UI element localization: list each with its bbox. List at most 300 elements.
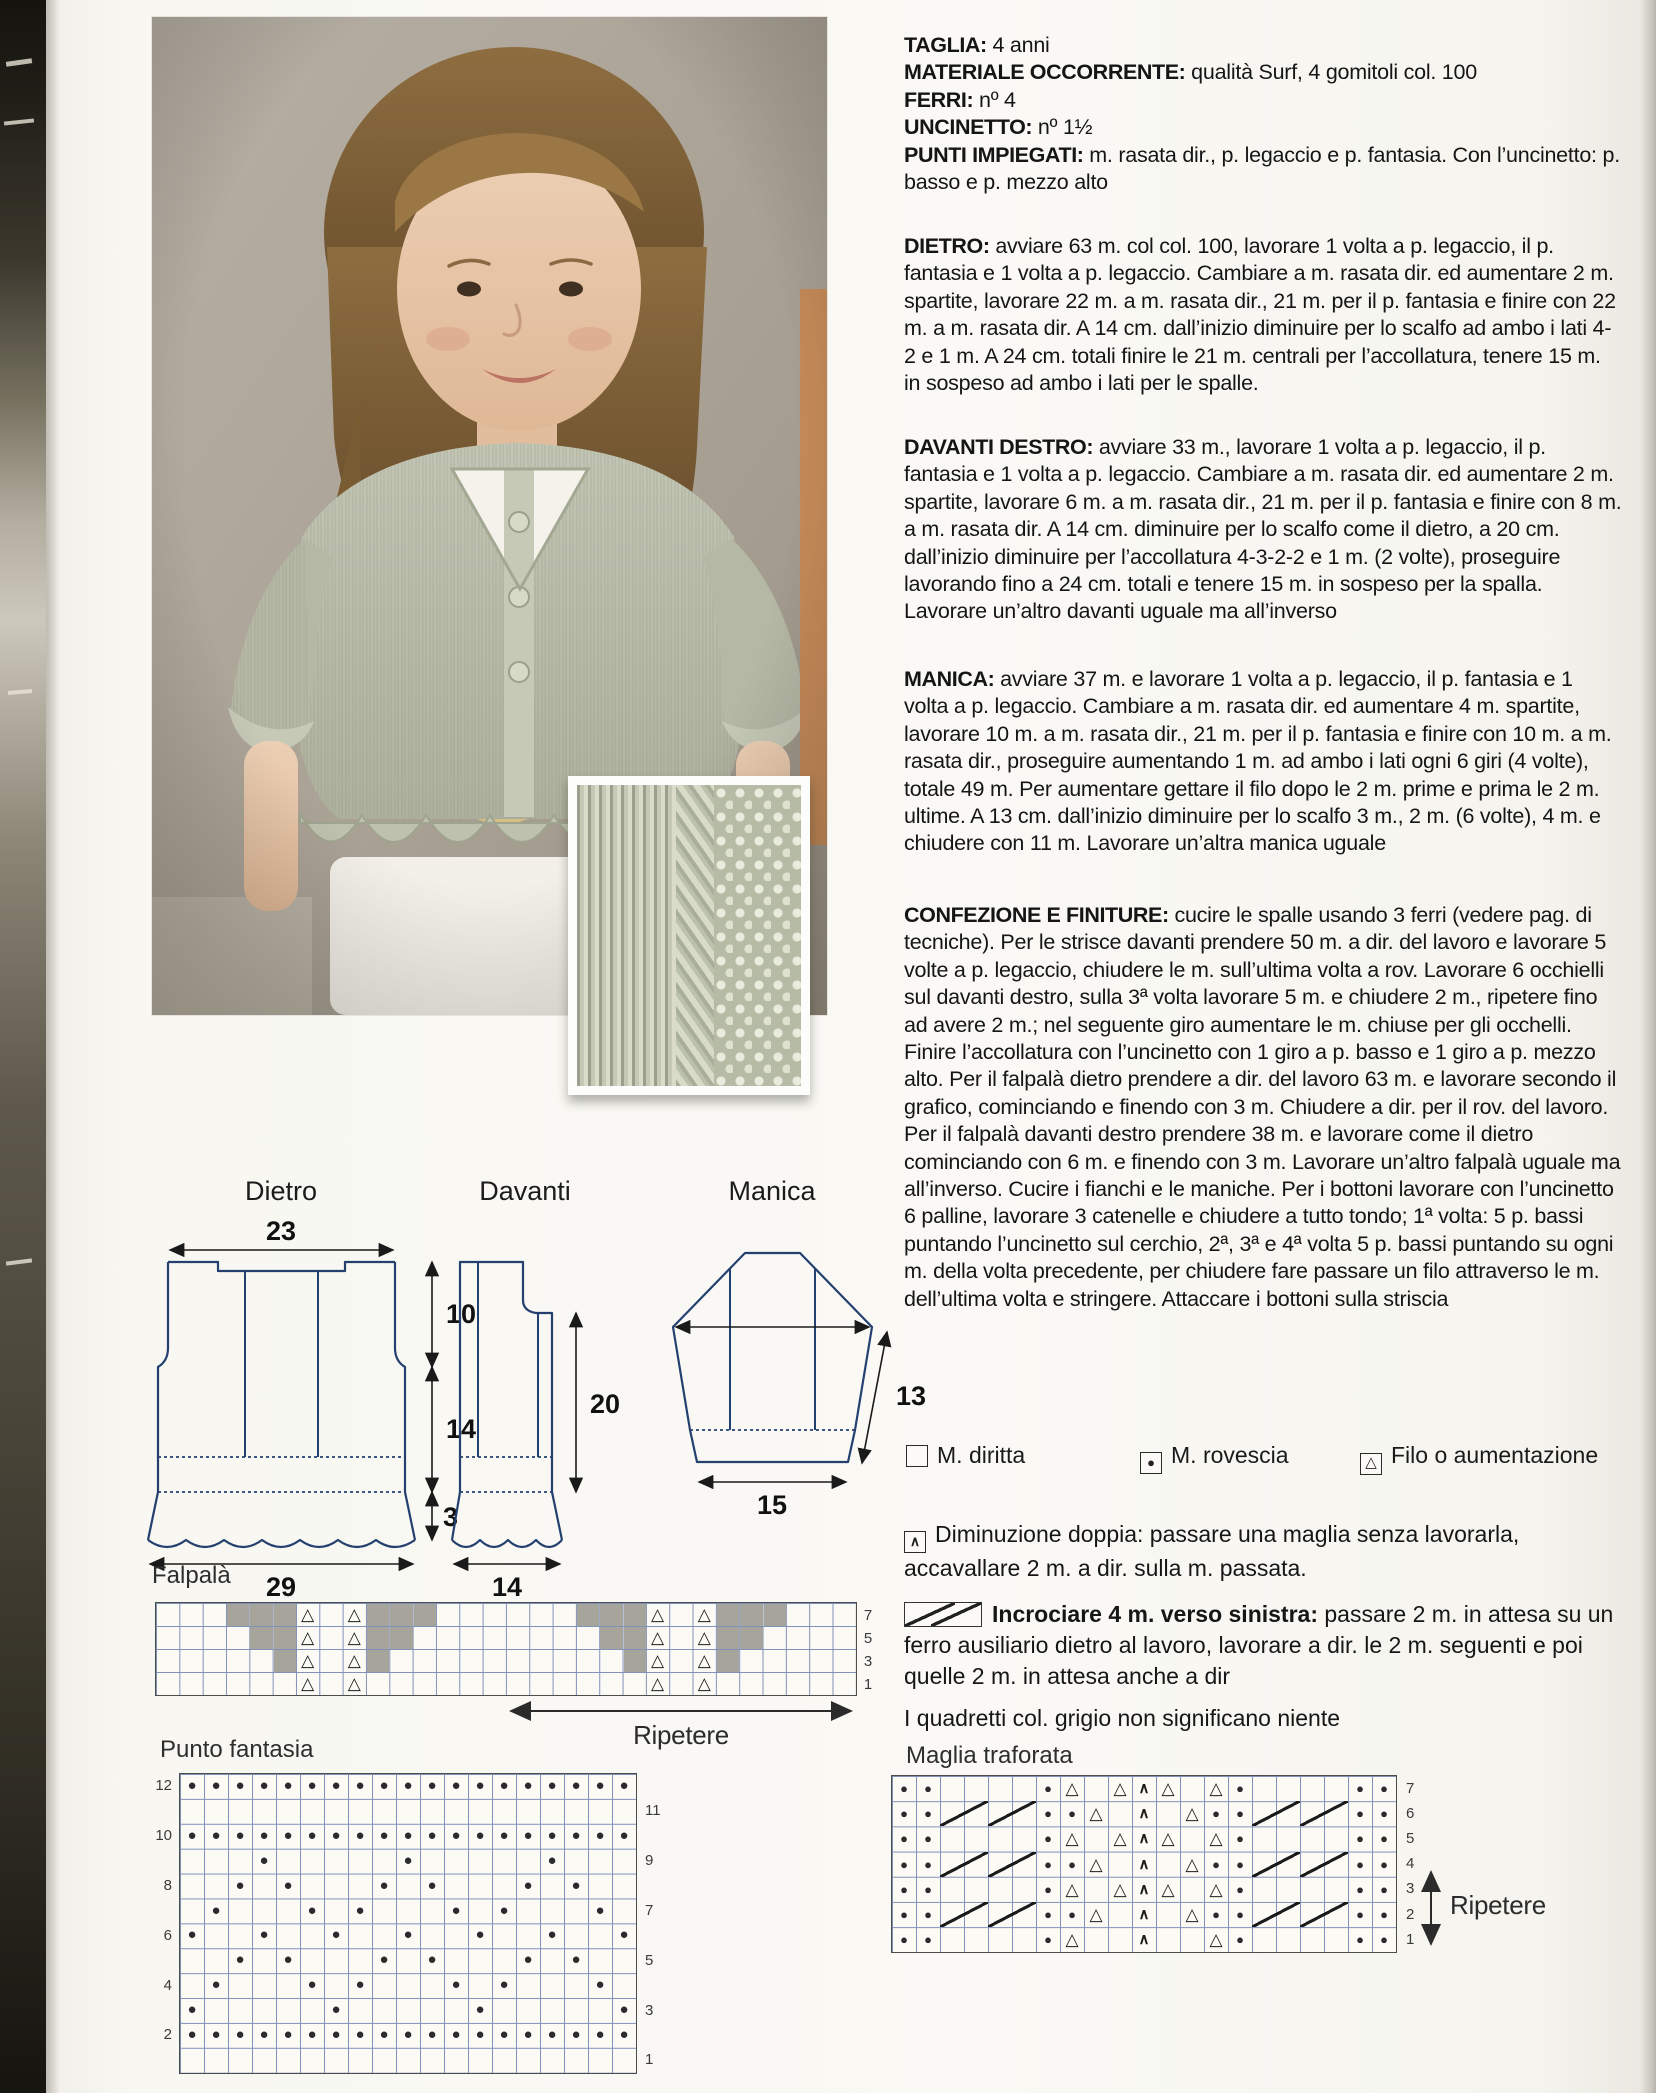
double-decrease-symbol: ∧ [1138, 1880, 1150, 1898]
yarnover-triangle-symbol: △ [301, 1674, 315, 1693]
purl-dot-symbol: ● [547, 2026, 557, 2043]
legend-knit [906, 1442, 1025, 1469]
purl-dot-symbol: ● [1356, 1831, 1364, 1847]
purl-dot-symbol: ● [619, 1826, 629, 1844]
purl-dot-symbol: ● [499, 2026, 509, 2043]
yarnover-triangle-symbol: △ [651, 1674, 665, 1693]
yarnover-triangle-symbol: △ [301, 1605, 315, 1624]
row-number: 5 [863, 1629, 873, 1647]
purl-dot-symbol: ● [1236, 1856, 1244, 1872]
yarnover-triangle-symbol: △ [651, 1628, 665, 1647]
purl-dot-symbol: ● [499, 1901, 509, 1919]
purl-dot-symbol: ● [235, 1876, 245, 1894]
purl-dot-symbol: ● [900, 1806, 908, 1822]
cross-diagonal-symbol [988, 1801, 1036, 1826]
purl-dot-symbol: ● [1356, 1856, 1364, 1872]
purl-dot-symbol: ● [403, 1826, 413, 1844]
purl-dot-symbol: ● [187, 1777, 197, 1794]
page-scan-right-edge [1640, 0, 1656, 2093]
purl-dot-symbol: ● [211, 1976, 221, 1994]
purl-dot-symbol: ● [235, 2026, 245, 2043]
purl-dot-symbol: ● [307, 1826, 317, 1844]
purl-dot-symbol: ● [900, 1856, 908, 1872]
field-value: m. rasata dir., p. legaccio e p. fantasia. Con l’uncinetto: p. basso e p. mezzo alto [904, 142, 1620, 195]
photo-inset-stitch-detail [568, 776, 810, 1095]
yarnover-triangle-symbol: △ [1185, 1854, 1199, 1874]
double-decrease-symbol: ∧ [1138, 1805, 1150, 1823]
purl-dot-symbol: ● [523, 2026, 533, 2043]
cross-stitch-icon [904, 1602, 982, 1627]
purl-dot-symbol: ● [595, 2026, 605, 2043]
legend-label: Filo o aumentazione [1391, 1442, 1599, 1468]
row-number: 10 [155, 1827, 172, 1845]
purl-dot-symbol: ● [1356, 1932, 1364, 1948]
purl-dot-symbol: ● [1380, 1932, 1388, 1948]
yarnover-triangle-symbol: △ [1113, 1779, 1127, 1798]
yarnover-triangle-symbol: △ [1185, 1804, 1199, 1824]
grey-cell [600, 1627, 622, 1649]
purl-dot-symbol: ● [1236, 1806, 1244, 1822]
field-label: UNCINETTO: [904, 115, 1033, 140]
double-decrease-symbol: ∧ [1138, 1780, 1150, 1797]
grey-cell [577, 1604, 599, 1626]
legend-text: passare 2 m. in attesa su un ferro ausiliario dietro al lavoro, lavorare a dir. le 2 m. seguenti e poi quelle 2 m. in attesa anche a dir [904, 1601, 1614, 1689]
grey-cell [624, 1604, 646, 1626]
row-number: 7 [645, 1901, 654, 1919]
purl-dot-symbol: ● [283, 1777, 293, 1794]
field-value: nº 4 [973, 87, 1016, 112]
purl-dot-symbol: ● [331, 1926, 341, 1944]
grey-cell [227, 1604, 249, 1626]
purl-dot-symbol: ● [187, 2026, 197, 2043]
dim-manica-side: 13 [896, 1381, 927, 1411]
dim-dietro-h1: 10 [446, 1299, 477, 1329]
purl-dot-symbol: ● [1068, 1806, 1076, 1822]
purl-dot-symbol: ● [307, 2026, 317, 2043]
page-binding-edge [0, 0, 46, 2093]
row-number: 9 [645, 1852, 654, 1870]
grey-cell [250, 1627, 272, 1649]
page-edge-mark [8, 689, 32, 695]
purl-dot-symbol: ● [619, 1926, 629, 1944]
purl-dot-symbol: ● [499, 1976, 509, 1994]
purl-dot-symbol: ● [355, 1826, 365, 1844]
diagram-manica [673, 1253, 926, 1520]
purl-dot-symbol: ● [571, 1826, 581, 1844]
purl-dot-symbol: ● [307, 1777, 317, 1794]
text-line [904, 142, 1622, 197]
purl-dot-symbol: ● [1068, 1856, 1076, 1872]
dim-davanti-bottom: 14 [491, 1572, 523, 1600]
legend-bold-label: Incrociare 4 m. verso sinistra: [992, 1601, 1318, 1627]
purl-dot-symbol: ● [1236, 1781, 1244, 1796]
cross-diagonal-symbol [1252, 1902, 1300, 1927]
purl-dot-symbol: ● [211, 2026, 221, 2043]
purl-dot-symbol: ● [523, 1777, 533, 1794]
purl-dot-symbol: ● [235, 1951, 245, 1969]
purl-dot-symbol: ● [523, 1951, 533, 1969]
purl-dot-symbol: ● [451, 1901, 461, 1919]
cross-diagonal-symbol [988, 1902, 1036, 1927]
diagram-label-manica: Manica [728, 1176, 816, 1206]
grey-cell [740, 1604, 762, 1626]
yarnover-triangle-symbol: △ [301, 1628, 315, 1647]
grey-cell [390, 1627, 412, 1649]
row-number: 3 [863, 1652, 873, 1670]
purl-dot-symbol: ● [451, 1777, 461, 1794]
cross-diagonal-symbol [940, 1852, 988, 1877]
purl-dot-symbol: ● [1212, 1806, 1220, 1822]
page-edge-mark [4, 118, 34, 125]
purl-dot-symbol: ● [259, 1851, 269, 1869]
purl-dot-symbol: ● [571, 1777, 581, 1794]
purl-dot-symbol: ● [331, 2026, 341, 2043]
purl-dot-symbol: ● [379, 1876, 389, 1894]
grey-cell [717, 1650, 739, 1672]
section-label: CONFEZIONE E FINITURE: [904, 903, 1169, 927]
cross-diagonal-symbol [1300, 1801, 1348, 1826]
yarnover-triangle-symbol: △ [1065, 1829, 1079, 1849]
purl-dot-symbol: ● [571, 1951, 581, 1969]
purl-dot-symbol: ● [331, 1777, 341, 1794]
cross-diagonal-symbol [1252, 1801, 1300, 1826]
section-text: cucire le spalle usando 3 ferri (vedere pag. di tecniche). Per le strisce davanti prendere 50 m. a dir. del lavoro e lavorare 5 volte a p. legaccio, chiudere le m. sull’ultima volta a rov. Lavorare 6 occhielli sul davanti destro, sulla 3ª volta lavorare 5 m. e chiudere 2 m., ripetere fino ad avere 2 m.; nel seguente giro aumentare le m. chiuse per gli occhelli. Finire l’accollatura con l’uncinetto con 1 giro a p. basso e 1 giro a p. mezzo alto. Per il falpalà dietro prendere a dir. del lavoro 63 m. e lavorare secondo il grafico, cominciando e finendo con 3 m. Chiudere a dir. per il rov. del lavoro. Per il falpalà davanti destro prendere 38 m. e lavorare come il dietro cominciando con 6 m. e finendo con 3 m. Lavorare un’altro falpalà uguale ma all’inverso. Cucire i fianchi e le maniche. Per i bottoni lavorare con l’uncinetto 6 palline, lavorare 3 catenelle e chiudere a tutto tondo; 1ª volta: 5 p. bassi puntando l’uncinetto sul cerchio, 2ª, 3ª e 4ª volta 5 p. bassi puntando su ogni m. della volta precedente, per chiudere fare passare un filo attraverso le m. dell’ultima volta e stringere. Attaccare i bottoni sulla striscia [904, 903, 1621, 1311]
purl-dot-symbol: ● [427, 1951, 437, 1969]
purl-dot-symbol: ● [595, 1976, 605, 1994]
purl-dot-symbol: ● [283, 2026, 293, 2043]
yarnover-triangle-symbol: △ [697, 1605, 711, 1624]
purl-dot-symbol: ● [1236, 1831, 1244, 1847]
text-line [904, 87, 1622, 114]
purl-dot-symbol: ● [1044, 1856, 1052, 1872]
row-number: 2 [1406, 1905, 1415, 1923]
purl-dot-symbol: ● [259, 1777, 269, 1794]
materials-block [904, 32, 1622, 196]
purl-dot-symbol: ● [1380, 1856, 1388, 1872]
purl-dot-symbol: ● [619, 2026, 629, 2043]
falpala-repeat-arrow [505, 1700, 857, 1722]
purl-dot-symbol: ● [595, 1826, 605, 1844]
purl-dot-symbol: ● [259, 2026, 269, 2043]
diagram-davanti [452, 1262, 620, 1600]
purl-dot-symbol: ● [924, 1806, 932, 1822]
purl-dot-symbol: ● [307, 1976, 317, 1994]
purl-dot-symbol: ● [427, 2026, 437, 2043]
chart-title-maglia-traforata: Maglia traforata [906, 1742, 1073, 1769]
section-label: MANICA: [904, 667, 995, 691]
purl-dot-symbol: ● [1236, 1932, 1244, 1948]
purl-dot-symbol: ● [900, 1932, 908, 1948]
field-value: 4 anni [986, 33, 1050, 57]
purl-dot-symbol: ● [1236, 1907, 1244, 1922]
row-number: 12 [155, 1777, 172, 1795]
lace-texture [714, 785, 801, 1086]
purl-dot-symbol: ● [499, 1826, 509, 1844]
purl-dot-symbol: ● [619, 2001, 629, 2019]
row-number: 2 [163, 2026, 172, 2044]
field-label: PUNTI IMPIEGATI: [904, 142, 1084, 167]
yarnover-triangle-symbol: △ [347, 1605, 361, 1624]
purl-dot-symbol: ● [547, 1926, 557, 1944]
purl-dot-symbol: ● [547, 1826, 557, 1844]
section-label: DIETRO: [904, 234, 990, 258]
yarnover-triangle-symbol: △ [1209, 1879, 1223, 1899]
row-number: 5 [1406, 1830, 1415, 1847]
purl-dot-symbol: ● [403, 2026, 413, 2043]
field-label: MATERIALE OCCORRENTE: [904, 60, 1186, 85]
maglia-repeat-arrow [1420, 1866, 1442, 1950]
purl-dot-symbol: ● [187, 1826, 197, 1844]
legend-double-decrease [904, 1519, 1622, 1584]
yarnover-triangle-symbol: △ [1065, 1779, 1079, 1798]
purl-dot-symbol: ● [595, 1901, 605, 1919]
cable-texture [676, 785, 714, 1086]
purl-dot-symbol: ● [924, 1907, 932, 1922]
purl-dot-symbol: ● [403, 1851, 413, 1869]
grey-cell [390, 1604, 412, 1626]
yarnover-triangle-symbol: △ [1161, 1829, 1175, 1849]
yarnover-triangle-icon: △ [1360, 1453, 1382, 1475]
purl-dot-symbol: ● [355, 2026, 365, 2043]
purl-dot-icon: ● [1140, 1452, 1162, 1474]
yarnover-triangle-symbol: △ [347, 1674, 361, 1693]
legend-purl [1140, 1442, 1289, 1474]
dim-dietro-h2: 14 [446, 1414, 477, 1444]
purl-dot-symbol: ● [900, 1881, 908, 1897]
purl-dot-symbol: ● [403, 1926, 413, 1944]
purl-dot-symbol: ● [331, 2001, 341, 2019]
purl-dot-symbol: ● [1044, 1932, 1052, 1948]
legend-text: Diminuzione doppia: passare una maglia senza lavorarla, accavallare 2 m. a dir. sulla m. passata. [904, 1521, 1520, 1581]
page-edge-mark [6, 1258, 32, 1265]
yarnover-triangle-symbol: △ [1089, 1854, 1103, 1874]
purl-dot-symbol: ● [475, 1826, 485, 1844]
row-number: 7 [863, 1606, 873, 1624]
section-text: avviare 33 m., lavorare 1 volta a p. legaccio, il p. fantasia e 1 volta a p. legaccio. Cambiare a m. rasata dir. ed aumentare 2 m. spartite, lavorare 6 m. a m. rasata dir., 21 m. per il p. fantasia e finire con 8 m. a m. rasata dir. A 14 cm. diminuire per lo scalfo come il dietro, a 20 cm. dall’inizio diminuire per l’accollatura 4-3-2-2 e 1 m. (2 volte), proseguire lavorando fino a 24 cm. totali e tenere 15 m. in sospeso per la spalla. Lavorare un’altro davanti uguale ma all’inverso [904, 435, 1622, 624]
purl-dot-symbol: ● [619, 1777, 629, 1794]
purl-dot-symbol: ● [475, 2026, 485, 2043]
purl-dot-symbol: ● [283, 1876, 293, 1894]
purl-dot-symbol: ● [1380, 1881, 1388, 1897]
dim-davanti-height: 20 [590, 1389, 621, 1419]
section-confezione [904, 902, 1622, 1313]
row-number: 6 [1406, 1804, 1415, 1822]
purl-dot-symbol: ● [331, 1826, 341, 1844]
purl-dot-symbol: ● [259, 1826, 269, 1844]
purl-dot-symbol: ● [1356, 1907, 1364, 1922]
purl-dot-symbol: ● [523, 1826, 533, 1844]
chart-punto-fantasia [155, 1773, 661, 2074]
purl-dot-symbol: ● [427, 1826, 437, 1844]
purl-dot-symbol: ● [499, 1777, 509, 1794]
page-edge-mark [6, 58, 32, 67]
dim-dietro-top: 23 [265, 1216, 297, 1246]
cross-diagonal-symbol [940, 1801, 988, 1826]
grey-cell [624, 1627, 646, 1649]
legend-cross [904, 1599, 1622, 1692]
purl-dot-symbol: ● [924, 1881, 932, 1897]
purl-dot-symbol: ● [475, 1777, 485, 1794]
double-decrease-symbol: ∧ [1138, 1855, 1150, 1873]
yarnover-triangle-symbol: △ [697, 1651, 711, 1670]
row-number: 5 [645, 1951, 654, 1969]
purl-dot-symbol: ● [187, 2001, 197, 2019]
grey-cell [600, 1604, 622, 1626]
field-value: nº 1½ [1032, 115, 1093, 140]
legend-yarnover [1360, 1442, 1598, 1475]
purl-dot-symbol: ● [379, 1951, 389, 1969]
purl-dot-symbol: ● [1356, 1781, 1364, 1796]
legend-label: M. rovescia [1171, 1442, 1289, 1468]
section-text: avviare 63 m. col col. 100, lavorare 1 volta a p. legaccio, il p. fantasia e 1 volta a p. legaccio. Cambiare a m. rasata dir. ed aumentare 2 m. spartite, lavorare 22 m. a m. rasata dir., 21 m. per il p. fantasia e finire con 22 m. a m. rasata dir. A 14 cm. dall’inizio diminuire per lo scalfo ad ambo i lati 4-2 e 1 m. A 24 cm. totali finire le 21 m. centrali per l’accollatura, tenere 15 m. in sospeso ad ambo i lati per le spalle. [904, 234, 1616, 396]
knit-square-icon [906, 1445, 928, 1467]
purl-dot-symbol: ● [900, 1907, 908, 1922]
text-line [904, 114, 1622, 141]
purl-dot-symbol: ● [900, 1781, 908, 1796]
row-number: 7 [1406, 1779, 1415, 1797]
purl-dot-symbol: ● [1044, 1907, 1052, 1922]
purl-dot-symbol: ● [571, 1876, 581, 1894]
purl-dot-symbol: ● [187, 1926, 197, 1944]
row-number: 1 [645, 2051, 654, 2069]
purl-dot-symbol: ● [523, 1876, 533, 1894]
cross-diagonal-symbol [1252, 1852, 1300, 1877]
yarnover-triangle-symbol: △ [347, 1651, 361, 1670]
purl-dot-symbol: ● [379, 1777, 389, 1794]
grey-cell [740, 1627, 762, 1649]
purl-dot-symbol: ● [451, 1976, 461, 1994]
purl-dot-symbol: ● [1044, 1881, 1052, 1897]
maglia-repeat-label: Ripetere [1450, 1890, 1546, 1920]
grey-cell [367, 1627, 389, 1649]
yarnover-triangle-symbol: △ [651, 1651, 665, 1670]
row-number: 4 [1406, 1855, 1415, 1873]
yarnover-triangle-symbol: △ [1209, 1930, 1223, 1950]
purl-dot-symbol: ● [427, 1777, 437, 1794]
grey-cell [367, 1650, 389, 1672]
row-number: 8 [163, 1877, 172, 1895]
section-manica [904, 666, 1622, 858]
purl-dot-symbol: ● [211, 1777, 221, 1794]
grey-cell [274, 1627, 296, 1649]
purl-dot-symbol: ● [355, 1901, 365, 1919]
legend-label: M. diritta [937, 1442, 1026, 1468]
purl-dot-symbol: ● [1356, 1881, 1364, 1897]
purl-dot-symbol: ● [259, 1926, 269, 1944]
purl-dot-symbol: ● [427, 1876, 437, 1894]
dim-dietro-h3: 3 [443, 1502, 459, 1532]
grey-cell [717, 1604, 739, 1626]
dim-dietro-bottom: 29 [265, 1572, 297, 1600]
schematic-diagrams [140, 1160, 940, 1600]
dim-manica-bottom: 15 [756, 1490, 788, 1520]
purl-dot-symbol: ● [235, 1777, 245, 1794]
purl-dot-symbol: ● [924, 1781, 932, 1796]
grey-cell [717, 1627, 739, 1649]
purl-dot-symbol: ● [235, 1826, 245, 1844]
grey-cell [274, 1650, 296, 1672]
legend-grey-note: I quadretti col. grigio non significano niente [904, 1705, 1341, 1731]
purl-dot-symbol: ● [924, 1831, 932, 1847]
chart-maglia-traforata [891, 1775, 1415, 1953]
purl-dot-symbol: ● [283, 1951, 293, 1969]
yarnover-triangle-symbol: △ [1113, 1829, 1127, 1849]
purl-dot-symbol: ● [924, 1856, 932, 1872]
yarnover-triangle-symbol: △ [1209, 1829, 1223, 1849]
stockinette-texture [577, 785, 676, 1086]
purl-dot-symbol: ● [571, 2026, 581, 2043]
purl-dot-symbol: ● [1044, 1781, 1052, 1796]
purl-dot-symbol: ● [403, 1777, 413, 1794]
yarnover-triangle-symbol: △ [347, 1628, 361, 1647]
section-davanti-destro [904, 434, 1622, 626]
row-number: 4 [163, 1976, 172, 1994]
double-decrease-symbol: ∧ [1138, 1830, 1150, 1848]
purl-dot-symbol: ● [475, 2001, 485, 2019]
purl-dot-symbol: ● [475, 1926, 485, 1944]
purl-dot-symbol: ● [547, 1777, 557, 1794]
yarnover-triangle-symbol: △ [1089, 1804, 1103, 1824]
double-decrease-caret-icon: ∧ [904, 1531, 926, 1553]
row-number: 3 [1406, 1880, 1415, 1898]
purl-dot-symbol: ● [355, 1777, 365, 1794]
purl-dot-symbol: ● [451, 1826, 461, 1844]
purl-dot-symbol: ● [1380, 1781, 1388, 1796]
diagram-label-dietro: Dietro [244, 1176, 318, 1206]
row-number: 1 [863, 1675, 873, 1693]
purl-dot-symbol: ● [1236, 1881, 1244, 1897]
purl-dot-symbol: ● [379, 2026, 389, 2043]
purl-dot-symbol: ● [451, 2026, 461, 2043]
purl-dot-symbol: ● [211, 1826, 221, 1844]
row-number: 6 [163, 1926, 172, 1944]
text-line [904, 32, 1622, 59]
cross-diagonal-symbol [988, 1852, 1036, 1877]
purl-dot-symbol: ● [595, 1777, 605, 1794]
purl-dot-symbol: ● [1380, 1907, 1388, 1922]
row-number: 11 [645, 1802, 661, 1820]
yarnover-triangle-symbol: △ [697, 1628, 711, 1647]
cross-diagonal-symbol [1300, 1852, 1348, 1877]
purl-dot-symbol: ● [924, 1932, 932, 1948]
purl-dot-symbol: ● [283, 1826, 293, 1844]
purl-dot-symbol: ● [379, 1826, 389, 1844]
field-label: TAGLIA: [904, 33, 987, 57]
yarnover-triangle-symbol: △ [1089, 1905, 1103, 1924]
text-line [904, 59, 1622, 86]
diagram-dietro [148, 1216, 476, 1600]
purl-dot-symbol: ● [547, 1851, 557, 1869]
purl-dot-symbol: ● [1044, 1806, 1052, 1822]
diagram-label-davanti: Davanti [479, 1176, 571, 1206]
double-decrease-symbol: ∧ [1138, 1931, 1150, 1949]
row-number: 3 [645, 2001, 654, 2019]
yarnover-triangle-symbol: △ [1161, 1879, 1175, 1899]
double-decrease-symbol: ∧ [1138, 1906, 1150, 1923]
grey-cell [250, 1604, 272, 1626]
purl-dot-symbol: ● [1356, 1806, 1364, 1822]
yarnover-triangle-symbol: △ [1065, 1879, 1079, 1899]
grey-cell [414, 1604, 436, 1626]
purl-dot-symbol: ● [211, 1901, 221, 1919]
falpala-repeat-label: Ripetere [633, 1720, 729, 1750]
purl-dot-symbol: ● [1380, 1806, 1388, 1822]
chart-title-falpala: Falpalà [152, 1562, 231, 1589]
yarnover-triangle-symbol: △ [697, 1674, 711, 1693]
grey-cell [274, 1604, 296, 1626]
yarnover-triangle-symbol: △ [1185, 1905, 1199, 1924]
section-label: DAVANTI DESTRO: [904, 435, 1094, 459]
